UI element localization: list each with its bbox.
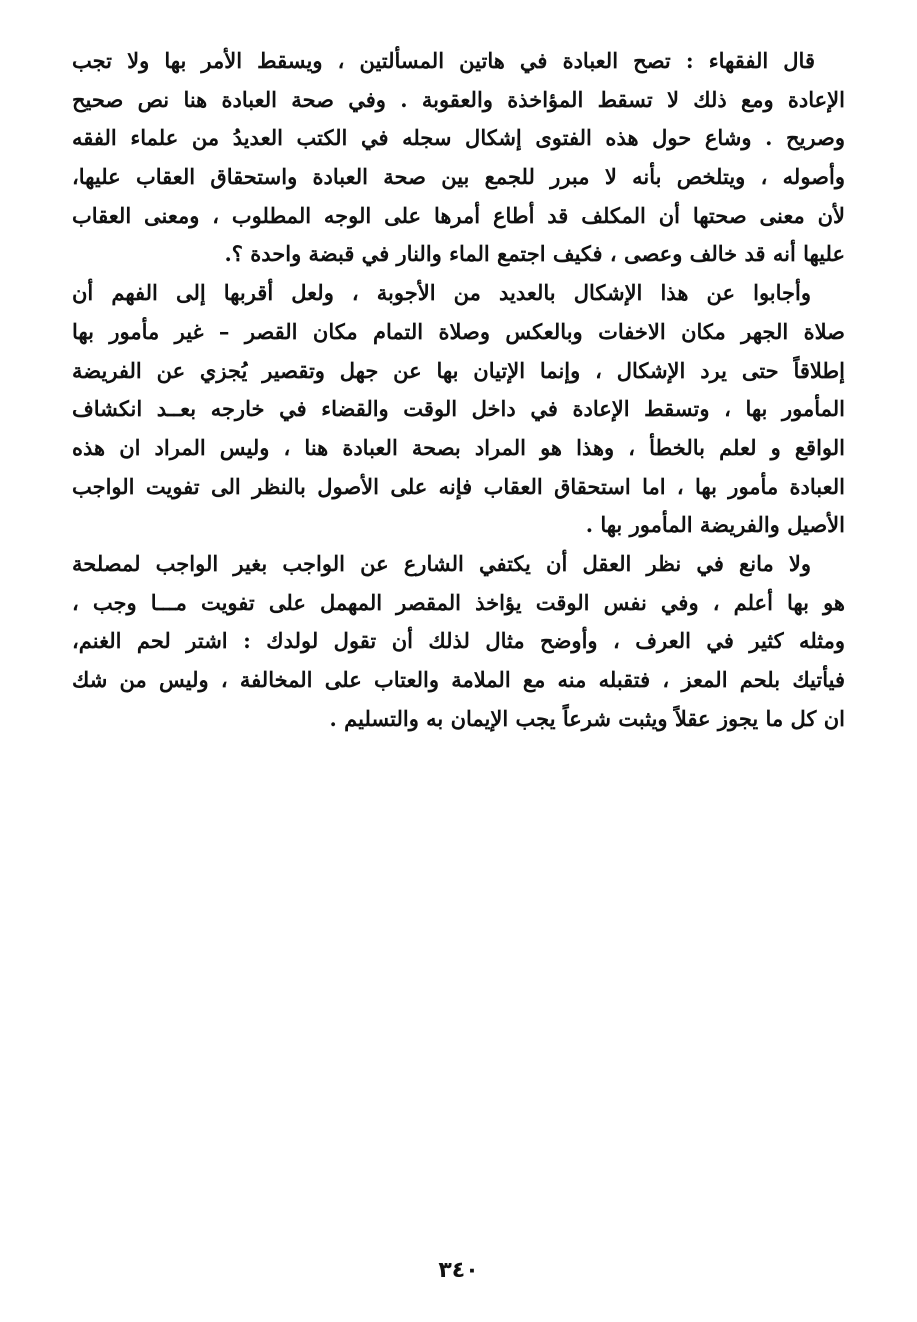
text-line: فيأتيك بلحم المعز ، فتقبله منه مع الملامة والعتاب على المخالفة ، وليس من شك [72,667,845,692]
text-line: وأصوله ، ويتلخص بأنه لا مبرر للجمع بين صحة العبادة واستحقاق العقاب عليها، [72,164,845,190]
text-line: وأجابوا عن هذا الإشكال بالعديد من الأجوبة ، ولعل أقربها إلى الفهم أن [72,280,811,306]
text-line: قال الفقهاء : تصح العبادة في هاتين المسألتين ، ويسقط الأمر بها ولا تجب [72,48,815,73]
text-line: صلاة الجهر مكان الاخفات وبالعكس وصلاة التمام مكان القصر – غير مأمور بها [72,318,845,344]
text-line: الواقع و لعلم بالخطأ ، وهذا هو المراد بصحة العبادة هنا ، وليس المراد ان هذه [72,434,845,460]
text-line: ولا مانع في نظر العقل أن يكتفي الشارع عن الواجب بغير الواجب لمصلحة [72,550,811,576]
text-line: ان كل ما يجوز عقلاً ويثبت شرعاً يجب الإيمان به والتسليم . [329,705,845,731]
text-line: وصريح . وشاع حول هذه الفتوى إشكال سجله في الكتب العديدُ من علماء الفقه [72,125,845,151]
text-line: إطلاقاً حتى يرد الإشكال ، وإنما الإتيان بها عن جهل وتقصير يُجزي عن الفريضة [72,357,845,383]
text-line: عليها أنه قد خالف وعصى ، فكيف اجتمع الماء والنار في قبضة واحدة ؟. [224,241,845,267]
paragraph [72,42,845,274]
text-line: الإعادة ومع ذلك لا تسقط المؤاخذة والعقوبة . وفي صحة العبادة هنا نص صحيح [72,86,845,112]
text-line: لأن معنى صحتها أن المكلف قد أطاع أمرها على الوجه المطلوب ، ومعنى العقاب [72,202,845,228]
paragraph [72,274,845,545]
text-line: هو بها أعلم ، وفي نفس الوقت يؤاخذ المقصر المهمل على تفويت مـــا وجب ، [72,589,845,615]
text-line: الأصيل والفريضة المأمور بها . [585,512,845,538]
text-line: المأمور بها ، وتسقط الإعادة في داخل الوقت والقضاء في خارجه بعــد انكشاف [72,396,845,422]
page-number: ٣٤٠ [438,1258,479,1283]
text-line: ومثله كثير في العرف ، وأوضح مثال لذلك أن تقول لولدك : اشتر لحم الغنم، [72,628,845,654]
text-line: العبادة مأمور بها ، اما استحقاق العقاب فإنه على الأصول بالنظر الى تفويت الواجب [72,473,845,499]
paragraph [72,545,845,738]
page-body [72,42,845,738]
